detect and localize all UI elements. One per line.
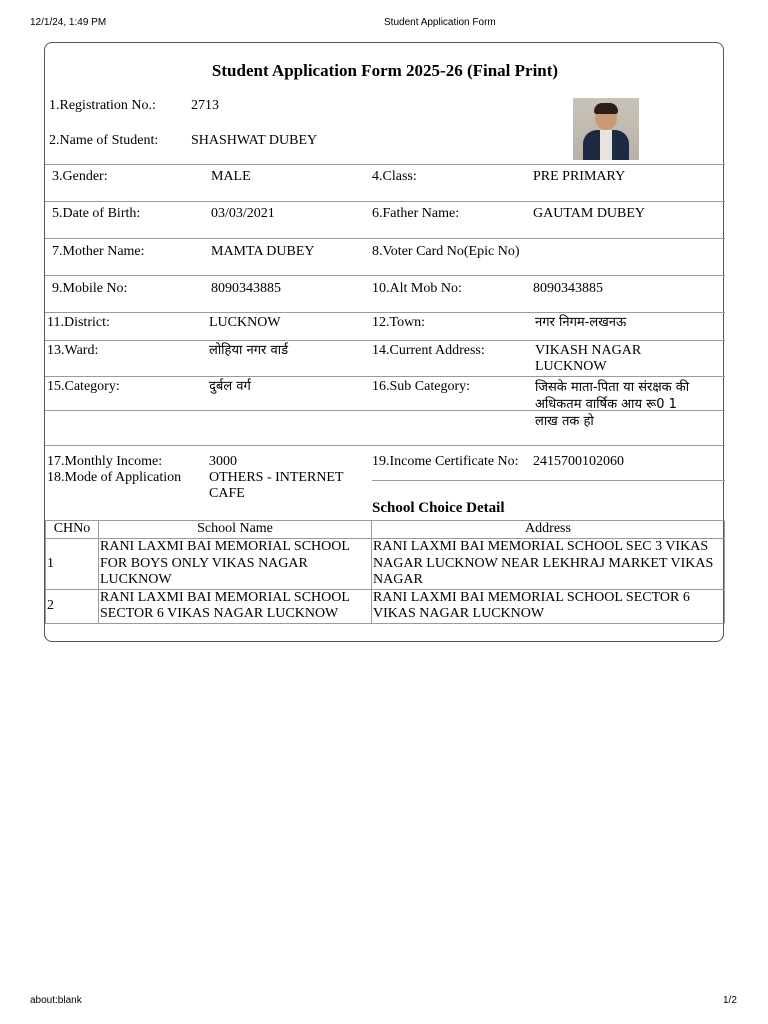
student-photo (573, 98, 639, 160)
current-address-value: VIKASH NAGAR LUCKNOW (535, 343, 642, 374)
print-page-number: 1/2 (723, 995, 737, 1006)
table-header-row (46, 521, 725, 539)
table-row (46, 589, 725, 623)
gender-label: 3.Gender: (52, 169, 108, 184)
form-title: Student Application Form 2025-26 (Final Print) (211, 61, 559, 80)
divider (45, 164, 725, 165)
registration-no-value: 2713 (191, 98, 219, 113)
mother-name-label: 7.Mother Name: (52, 244, 145, 259)
divider (45, 312, 725, 313)
divider (45, 201, 725, 202)
print-datetime: 12/1/24, 1:49 PM (30, 17, 107, 28)
divider (45, 275, 725, 276)
mother-name-value: MAMTA DUBEY (211, 244, 315, 259)
district-value: LUCKNOW (209, 315, 281, 330)
voter-card-label: 8.Voter Card No(Epic No) (372, 244, 520, 259)
class-value: PRE PRIMARY (533, 169, 626, 184)
student-name-value: SHASHWAT DUBEY (191, 133, 318, 148)
income-certificate-label: 19.Income Certificate No: (372, 454, 519, 469)
school-address: RANI LAXMI BAI MEMORIAL SCHOOL SEC 3 VIKAS NAGAR LUCKNOW NEAR LEKHRAJ MARKET VIKAS NAGAR (372, 539, 725, 590)
table-row (46, 539, 725, 590)
sub-category-value: जिसके माता-पिता या संरक्षक की अधिकतम वार्षिक आय रू0 1 लाख तक हो (535, 380, 690, 429)
school-choice-table (45, 520, 725, 624)
alt-mobile-value: 8090343885 (533, 281, 603, 296)
choice-number: 1 (46, 539, 99, 590)
divider (45, 376, 725, 377)
student-name-label: 2.Name of Student: (49, 133, 159, 148)
divider (45, 238, 725, 239)
dob-value: 03/03/2021 (211, 206, 275, 221)
divider (45, 445, 725, 446)
category-value: दुर्बल वर्ग (209, 379, 251, 394)
registration-no-label: 1.Registration No.: (49, 98, 156, 113)
print-url: about:blank (30, 995, 82, 1006)
choice-number: 2 (46, 589, 99, 623)
monthly-income-value: 3000 (209, 454, 237, 469)
class-label: 4.Class: (372, 169, 417, 184)
current-address-label: 14.Current Address: (372, 343, 485, 358)
school-choice-heading: School Choice Detail (372, 500, 505, 516)
column-header-school-name: School Name (99, 521, 372, 539)
mobile-value: 8090343885 (211, 281, 281, 296)
mode-of-application-label: 18.Mode of Application (47, 470, 182, 485)
gender-value: MALE (211, 169, 251, 184)
ward-value: लोहिया नगर वार्ड (209, 343, 289, 358)
divider (45, 410, 725, 411)
income-certificate-value: 2415700102060 (533, 454, 624, 469)
sub-category-label: 16.Sub Category: (372, 379, 470, 394)
school-name: RANI LAXMI BAI MEMORIAL SCHOOL SECTOR 6 VIKAS NAGAR LUCKNOW (99, 589, 372, 623)
town-label: 12.Town: (372, 315, 426, 330)
alt-mobile-label: 10.Alt Mob No: (372, 281, 462, 296)
school-name: RANI LAXMI BAI MEMORIAL SCHOOL FOR BOYS ONLY VIKAS NAGAR LUCKNOW (99, 539, 372, 590)
town-value: नगर निगम-लखनऊ (535, 315, 627, 330)
category-label: 15.Category: (47, 379, 120, 394)
monthly-income-label: 17.Monthly Income: (47, 454, 163, 469)
application-form (44, 42, 724, 642)
divider (45, 340, 725, 341)
mobile-label: 9.Mobile No: (52, 281, 128, 296)
dob-label: 5.Date of Birth: (52, 206, 141, 221)
district-label: 11.District: (47, 315, 110, 330)
print-page-title: Student Application Form (384, 17, 496, 28)
mode-of-application-value: OTHERS - INTERNET CAFE (209, 470, 344, 501)
column-header-address: Address (372, 521, 725, 539)
divider (372, 480, 725, 481)
father-name-label: 6.Father Name: (372, 206, 460, 221)
column-header-chno: CHNo (46, 521, 99, 539)
school-address: RANI LAXMI BAI MEMORIAL SCHOOL SECTOR 6 VIKAS NAGAR LUCKNOW (372, 589, 725, 623)
father-name-value: GAUTAM DUBEY (533, 206, 646, 221)
ward-label: 13.Ward: (47, 343, 99, 358)
